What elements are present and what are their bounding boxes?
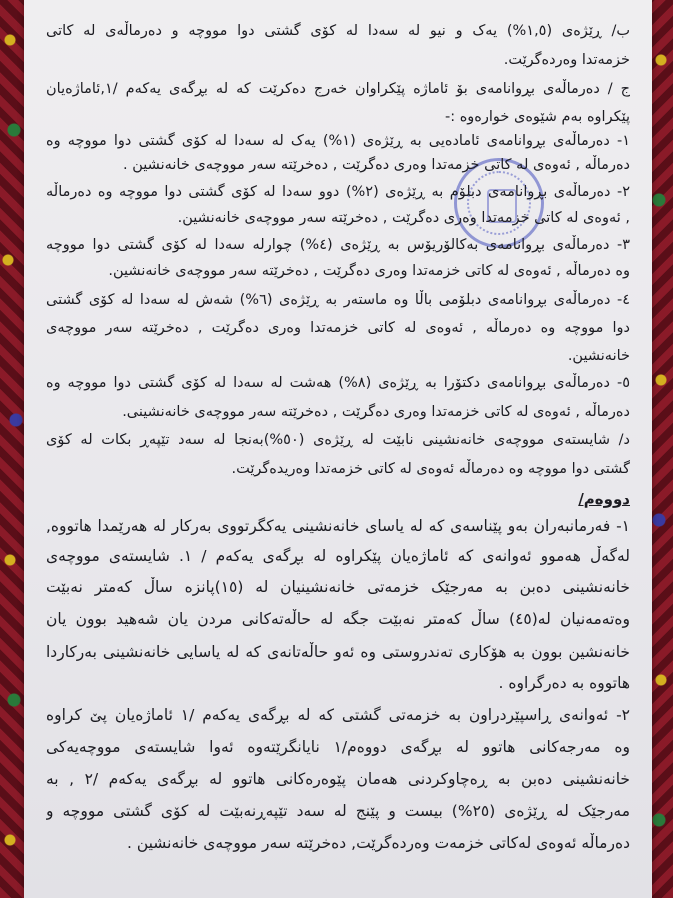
text-line: ج / دەرماڵەی بڕوانامەی بۆ ئاماژە پێکراوان خەرج دەکرێت کە لە بڕگەی یەکەم /١,ئاماژەیان xyxy=(46,81,630,97)
document-page xyxy=(24,0,652,898)
text-line: ١- فەرمانبەران بەو پێناسەی کە لە یاسای خانەنشینی یەکگرتووی بەرکار لە هەرێمدا هاتووە, xyxy=(46,517,630,535)
section-heading: دووەم/ xyxy=(578,490,630,508)
text-line: وەتەمەنیان لە(٤٥) ساڵ کەمتر نەبێت جگە لە حاڵەتەکانی مردن یان شەهید بوون یان xyxy=(46,610,630,628)
text-line: دەرماڵە ئەوەی لەکاتی خزمەت وەردەگرێت, دەخرێتە سەر مووچەی خانەنشین . xyxy=(126,834,630,852)
background-carpet-right xyxy=(649,0,673,898)
text-line: خزمەتدا وەردەگرێت. xyxy=(503,52,630,68)
text-line: ٤- دەرماڵەی بڕوانامەی دبلۆمی باڵا وە ماستەر بە ڕێژەی (٦%) شەش لە سەدا لە کۆی گشتی xyxy=(46,292,630,308)
text-line: لەگەڵ هەموو ئەوانەی کە ئاماژەیان پێکراوە لە بڕگەی یەکەم / ١. شایستەی مووچەی xyxy=(46,547,630,565)
text-line: ٥- دەرماڵەی بڕوانامەی دکتۆرا بە ڕێژەی (٨%) هەشت لە سەدا لە کۆی گشتی دوا مووچە وە xyxy=(46,375,630,391)
text-line: خانەنشینی دەبن بە مەرجێک خزمەتی خانەنشینیان لە (١٥)پانزە ساڵ کەمتر نەبێت xyxy=(46,578,630,596)
text-line: خانەنشینی دەبن بە ڕەچاوکردنی هەمان پێوەرەکانی هاتوو لە بڕگەی یەکەم /٢ , بە xyxy=(46,770,630,788)
text-line: ٢- دەرماڵەی بڕوانامەی دبلۆم بە ڕێژەی (٢%) دوو سەدا لە کۆی گشتی دوا مووچە وە دەرماڵە xyxy=(46,184,630,200)
text-line: ب/ ڕێژەی (١,٥%) یەک و نیو لە سەدا لە کۆی گشتی دوا مووچە و دەرماڵەی لە کاتی xyxy=(46,23,630,39)
text-line: گشتی دوا مووچە وە دەرماڵە ئەوەی لە کاتی خزمەتدا وەریدەگرێت. xyxy=(231,461,630,477)
text-line: دەرماڵە , ئەوەی لە کاتی خزمەتدا وەری دەگرێت , دەخرێتە سەر مووچەی خانەنشین . xyxy=(123,157,630,173)
text-line: ٢- ئەوانەی ڕاسپێردراون بە خزمەتی گشتی کە لە بڕگەی یەکەم /١ ئاماژەیان پێ کراوە xyxy=(46,706,630,724)
text-line: ٣- دەرماڵەی بڕوانامەی بەکالۆریۆس بە ڕێژەی (٤%) چوارلە سەدا لە کۆی گشتی دوا مووچە xyxy=(46,237,630,253)
text-line: هاتووە بە دەرگراوە . xyxy=(498,674,630,692)
text-line: مەرجێک لە ڕێژەی (٢٥%) بیست و پێنج لە سەد تێپەڕنەبێت لە کۆی گشتی مووچە و xyxy=(46,802,630,820)
text-line: دوا مووچە وە دەرماڵە , ئەوەی لە کاتی خزمەتدا وەری دەگرێت , دەخرێتە سەر مووچەی xyxy=(46,320,630,336)
text-line: پێکراوە بەم شێوەی خوارەوە :- xyxy=(444,109,630,125)
text-line: وە دەرماڵە , ئەوەی لە کاتی خزمەتدا وەری دەگرێت , دەخرێتە سەر مووچەی خانەنشین. xyxy=(108,263,630,279)
text-line: د/ شایستەی مووچەی خانەنشینی نابێت لە ڕێژەی (٥٠%)بەنجا لە سەد تێپەڕ بکات لە کۆی xyxy=(46,432,630,448)
text-line: وە مەرجەکانی هاتوو لە بڕگەی دووەم/١ نایانگرێتەوە ئەوا شایستەی مووچەیەکی xyxy=(46,738,630,756)
text-line: ١- دەرماڵەی بڕوانامەی ئامادەیی بە ڕێژەی (١%) یەک لە سەدا لە کۆی گشتی دوا مووچە وە xyxy=(46,133,630,149)
text-line: خانەنشین. xyxy=(567,348,630,364)
text-line: , ئەوەی لە کاتی خزمەتدا وەری دەگرێت , دەخرێتە سەر مووچەی خانەنشین. xyxy=(177,210,630,226)
text-line: دەرماڵە , ئەوەی لە کاتی خزمەتدا وەری دەگرێت , دەخرێتە سەر مووچەی خانەنشینی. xyxy=(122,404,630,420)
text-line: خانەنشین بوون بە هۆکاری تەندروستی وە ئەو حاڵەتانەی کە لە یاسایی خانەنشینی بەرکاردا xyxy=(46,643,630,661)
background-carpet-left xyxy=(0,0,26,898)
